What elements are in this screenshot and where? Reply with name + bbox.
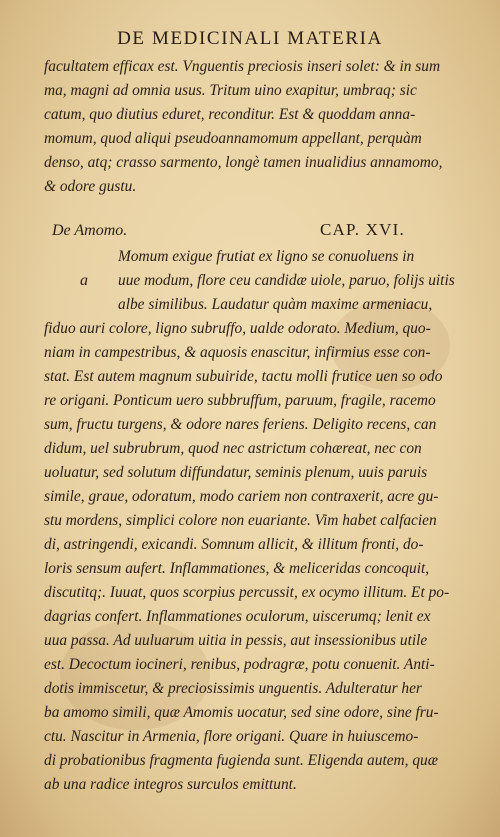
body-line: di probationibus fragmenta fugienda sunt. Eligenda autem, quæ [44,752,439,769]
body-line: di, astringendi, exicandi. Somnum allicit, & illitum fronti, do- [44,536,424,553]
body-line: uua passa. Ad uuluarum uitia in pessis, aut insessionibus utile [44,632,428,649]
body-line: est. Decoctum iocineri, renibus, podragræ, potu conuenit. Anti- [44,656,435,673]
body-line: dotis immiscetur, & preciosissimis unguentis. Adulteratur her [44,680,422,697]
body-line: ctu. Nascitur in Armenia, flore origani. Quare in huiuscemo- [44,728,419,745]
intro-line: momum, quod aliqui pseudoannamomum appellant, perquàm [44,130,422,147]
body-line: Momum exigue frutiat ex ligno se conuoluens in [118,248,415,265]
body-line: stat. Est autem magnum subuiride, tactu molli frutice uen so odo [44,368,443,385]
body-line: niam in campestribus, & aquosis enascitur, infirmius esse con- [44,344,431,361]
margin-marker: a [80,272,88,289]
body-line: simile, graue, odoratum, modo cariem non contraxerit, acre gu- [44,488,439,505]
body-line: discutitq;. Iuuat, quos scorpius percussit, ex ocymo illitum. Et po- [44,584,450,601]
intro-line: & odore gustu. [44,178,137,195]
chapter-number: CAP. XVI. [320,220,405,239]
body-line: didum, uel subrubrum, quod nec astrictum cohæreat, nec con [44,440,422,457]
intro-line: facultatem efficax est. Vnguentis preciosis inseri solet: & in sum [44,58,441,75]
body-line: fiduo auri colore, ligno subruffo, ualde odorato. Medium, quo- [44,320,431,337]
intro-line: ma, magni ad omnia usus. Tritum uino exapitur, umbraq; sic [44,82,417,99]
body-line: re origani. Ponticum uero subbruffum, paruum, fragile, racemo [44,392,436,409]
body-line: ba amomo simili, quæ Amomis uocatur, sed sine odore, sine fru- [44,704,439,721]
intro-line: denso, atq; crasso sarmento, longè tamen inualidius annamomo, [44,154,443,171]
running-head: DE MEDICINALI MATERIA [117,28,383,49]
body-line: albe similibus. Laudatur quàm maxime armeniacu, [118,296,433,313]
body-line: dagrias confert. Inflammationes oculorum, uiscerumq; lenit ex [44,608,431,625]
body-line: uoluatur, sed solutum diffundatur, seminis plenum, uuis paruis [44,464,428,481]
body-line: uue modum, flore ceu candidæ uiole, paruo, folijs uitis [118,272,455,289]
body-line: stu mordens, simplici colore non euariante. Vim habet calfacien [44,512,437,529]
chapter-subheading: De Amomo. [52,222,128,239]
intro-line: catum, quo diutius eduret, reconditur. Est & quoddam anna- [44,106,416,123]
body-line: sum, fructu turgens, & odore nares feriens. Deligito recens, can [44,416,437,433]
body-line: loris sensum aufert. Inflammationes, & meliceridas concoquit, [44,560,430,577]
body-line: ab una radice integros surculos emittunt. [44,776,297,793]
